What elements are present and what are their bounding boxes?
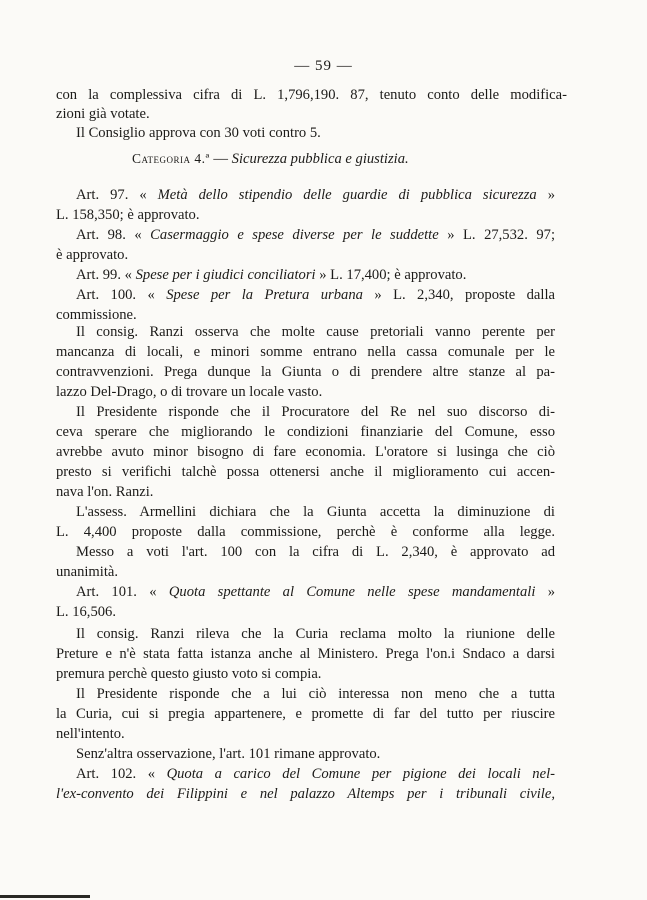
text-line	[56, 645, 555, 664]
text-line	[56, 785, 555, 804]
category-heading	[132, 151, 409, 168]
line-text: »	[547, 187, 555, 203]
line-text: presto si verifichi talchè possa ottenersi anche il miglioramento cui accen-	[56, 464, 555, 480]
text-line	[76, 745, 555, 764]
line-text: Art. 97. «	[76, 187, 147, 203]
text-line	[56, 665, 555, 684]
line-text: L. 158,350; è approvato.	[56, 207, 200, 223]
line-text: mancanza di locali, e minori somme entrano nella cassa comunale per le	[56, 344, 555, 360]
text-line	[76, 266, 555, 285]
line-text: nell'intento.	[56, 726, 125, 742]
text-line	[76, 625, 555, 644]
text-line	[76, 403, 555, 422]
line-text: » L. 27,532. 97;	[447, 227, 555, 243]
text-line	[76, 583, 555, 602]
page-number: — 59 —	[294, 58, 353, 74]
text-line	[56, 343, 555, 362]
text-line	[56, 383, 555, 402]
line-text: nava l'on. Ranzi.	[56, 484, 154, 500]
text-line	[76, 186, 555, 205]
line-text: Preture e n'è stata fatta istanza anche al Ministero. Prega l'on.i Sndaco a darsi	[56, 646, 555, 662]
line-italic-text: Quota a carico del Comune per pigione dei locali nel-	[166, 766, 555, 782]
text-line	[76, 323, 555, 342]
line-text: Il Presidente risponde che a lui ciò interessa non meno che a tutta	[76, 686, 555, 702]
line-text: » L. 2,340, proposte dalla	[374, 287, 555, 303]
line-text: Art. 98. «	[76, 227, 142, 243]
line-text: » L. 17,400; è approvato.	[319, 267, 467, 283]
line-text: Art. 100. «	[76, 287, 155, 303]
line-text: Art. 101. «	[76, 584, 157, 600]
line-text: Messo a voti l'art. 100 con la cifra di L. 2,340, è approvato ad	[76, 544, 555, 560]
text-line: con la complessiva cifra di L. 1,796,190. 87, tenuto conto delle modifica-	[56, 87, 567, 103]
line-text: unanimità.	[56, 564, 119, 580]
line-text: L. 16,506.	[56, 604, 116, 620]
line-text: Senz'altra osservazione, l'art. 101 rimane approvato.	[76, 746, 381, 762]
text-line: Il Consiglio approva con 30 voti contro 5.	[76, 125, 321, 141]
text-line	[56, 206, 555, 225]
text-line	[56, 705, 555, 724]
line-italic-text: l'ex-convento dei Filippini e nel palazzo Altemps per i tribunali civile,	[56, 786, 555, 802]
text-line	[76, 543, 555, 562]
line-italic-text: Spese per i giudici conciliatori	[135, 267, 316, 283]
category-label: Categoria 4.ª	[132, 151, 210, 166]
category-dash: —	[213, 151, 228, 167]
text-line	[76, 286, 555, 305]
text-line	[56, 563, 555, 582]
text-line	[56, 363, 555, 382]
line-text: lazzo Del-Drago, o di trovare un locale vasto.	[56, 384, 323, 400]
text-line	[76, 765, 555, 784]
text-line	[56, 603, 555, 622]
line-text: Art. 99. «	[76, 267, 132, 283]
page-edge-rule	[0, 895, 90, 898]
line-text: Il Presidente risponde che il Procuratore del Re nel suo discorso di-	[76, 404, 555, 420]
text-line	[56, 443, 555, 462]
category-title: Sicurezza pubblica e giustizia.	[231, 151, 409, 167]
line-text: L. 4,400 proposte dalla commissione, perchè è conforme alla legge.	[56, 524, 555, 540]
text-line	[76, 503, 555, 522]
line-text: avrebbe avuto minor bisogno di fare economia. L'oratore si lusinga che ciò	[56, 444, 555, 460]
line-text: è approvato.	[56, 247, 129, 263]
text-line	[56, 463, 555, 482]
text-line	[56, 423, 555, 442]
line-text: ceva sperare che migliorando le condizioni finanziarie del Comune, esso	[56, 424, 555, 440]
line-italic-text: Casermaggio e spese diverse per le suddette	[150, 227, 439, 243]
text-line	[56, 246, 555, 265]
line-italic-text: Quota spettante al Comune nelle spese mandamentali	[168, 584, 536, 600]
line-text: Art. 102. «	[76, 766, 156, 782]
text-line	[56, 725, 555, 744]
line-text: Il consig. Ranzi rileva che la Curia reclama molto la riunione delle	[76, 626, 555, 642]
text-line	[76, 226, 555, 245]
line-text: la Curia, cui si pregia appartenere, e promette di far del tutto per riuscire	[56, 706, 555, 722]
text-line	[56, 483, 555, 502]
line-text: »	[547, 584, 555, 600]
text-line	[76, 685, 555, 704]
line-text: commissione.	[56, 307, 137, 323]
line-text: Il consig. Ranzi osserva che molte cause pretoriali vanno perente per	[76, 324, 555, 340]
line-italic-text: Spese per la Pretura urbana	[166, 287, 363, 303]
line-text: contravvenzioni. Prega dunque la Giunta o di prendere altre stanze al pa-	[56, 364, 555, 380]
text-line: zioni già votate.	[56, 106, 150, 122]
line-text: L'assess. Armellini dichiara che la Giunta accetta la diminuzione di	[76, 504, 555, 520]
line-text: premura perchè questo giusto voto si compia.	[56, 666, 322, 682]
line-italic-text: Metà dello stipendio delle guardie di pubblica sicurezza	[157, 187, 537, 203]
text-line	[56, 523, 555, 542]
